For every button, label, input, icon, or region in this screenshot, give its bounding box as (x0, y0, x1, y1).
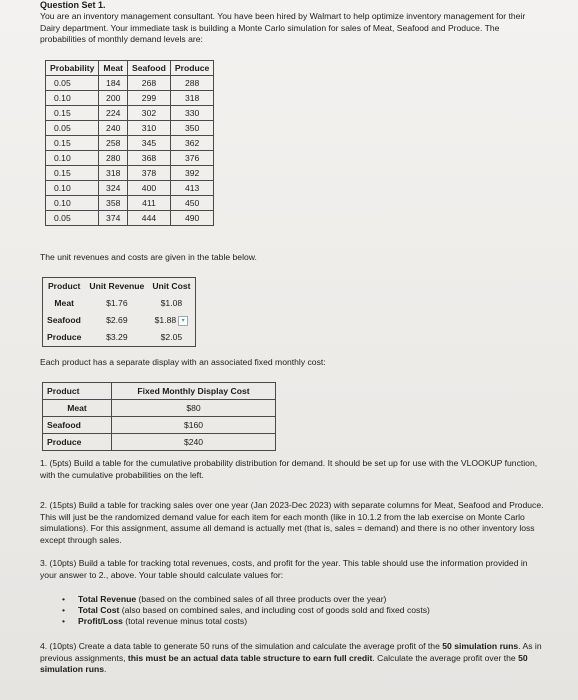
unit-body (43, 295, 196, 347)
demand-cell: 0.05 (46, 121, 99, 136)
demand-cell: 0.05 (46, 76, 99, 91)
demand-cell: 302 (128, 106, 171, 121)
demand-cell: 350 (170, 121, 213, 136)
demand-cell: 374 (99, 211, 128, 226)
demand-cell: 345 (128, 136, 171, 151)
demand-cell: 0.10 (46, 151, 99, 166)
display-body (43, 400, 276, 451)
unit-cell: $1.76 (106, 298, 128, 308)
dropdown-arrow-icon: ▾ (178, 316, 188, 326)
display-cell: $240 (112, 434, 276, 451)
q4-text-g: . (103, 664, 107, 674)
demand-cell: 413 (170, 181, 213, 196)
table-row (46, 166, 214, 181)
demand-probability-table (45, 60, 214, 226)
demand-cell: 318 (170, 91, 213, 106)
unit-header-cell: Unit Revenue (89, 281, 145, 291)
table-row (43, 417, 276, 434)
bullet-text: (based on the combined sales of all three products over the year) (136, 594, 387, 604)
demand-cell: 358 (99, 196, 128, 211)
table-row (43, 312, 196, 329)
demand-cell: 268 (128, 76, 171, 91)
display-cell: Seafood (43, 417, 112, 434)
demand-cell: 0.10 (46, 181, 99, 196)
table-row (43, 329, 196, 347)
demand-header-cell: Produce (170, 61, 213, 76)
question-3: 3. (10pts) Build a table for tracking total revenues, costs, and profit for the year. This table should use the information provided in your answer to 2., above. Your table should calculate values for: (40, 558, 528, 580)
table-row (46, 106, 214, 121)
demand-header-cell: Meat (99, 61, 128, 76)
demand-header-cell: Probability (46, 61, 99, 76)
demand-cell: 376 (170, 151, 213, 166)
table-row (46, 181, 214, 196)
demand-cell: 258 (99, 136, 128, 151)
table-row (43, 400, 276, 417)
demand-cell: 362 (170, 136, 213, 151)
bullet-bold-text: Total Revenue (78, 594, 137, 604)
unit-cell: $1.08 (160, 298, 183, 308)
demand-header-cell: Seafood (128, 61, 171, 76)
unit-cell: Seafood (47, 315, 81, 325)
question-2: 2. (15pts) Build a table for tracking sales over one year (Jan 2023-Dec 2023) with separate columns for Meat, Seafood and Produce. This will just be the randomized demand value for each item for each month (like in 10.1.2 from the lab exercise on Monte Carlo simulations). For this assignment, assume all demand is actually met (that is, sales = demand) and there is no other inventory loss except through sales. (40, 500, 544, 545)
table-row (43, 434, 276, 451)
demand-cell: 324 (99, 181, 128, 196)
intro-paragraph: You are an inventory management consultant. You have been hired by Walmart to help optimize inventory management for their Dairy department. Your immediate task is building a Monte Carlo simulation for sales of Meat, Seafood and Produce. The probabilities of monthly demand levels are: (40, 11, 526, 44)
demand-cell: 450 (170, 196, 213, 211)
unit-table-intro: The unit revenues and costs are given in the table below. (40, 252, 257, 262)
demand-cell: 310 (128, 121, 171, 136)
table-row (46, 136, 214, 151)
q4-text-f: 50 simulation runs (40, 652, 528, 674)
demand-cell: 299 (128, 91, 171, 106)
demand-cell: 280 (99, 151, 128, 166)
demand-cell: 0.05 (46, 211, 99, 226)
demand-cell: 240 (99, 121, 128, 136)
q4-text-d: this must be an actual data table structure to earn full credit (127, 652, 373, 663)
unit-cell: $2.05 (160, 332, 183, 342)
bullet-text: (total revenue minus total costs) (122, 616, 248, 626)
demand-cell: 200 (99, 91, 128, 106)
display-cell: $160 (112, 417, 276, 434)
demand-cell: 288 (170, 76, 213, 91)
demand-cell: 444 (128, 211, 171, 226)
demand-cell: 330 (170, 106, 213, 121)
question-4 (40, 641, 545, 676)
unit-cell: $2.69 (106, 315, 128, 325)
unit-cell: $1.88 ▾ (148, 312, 195, 329)
display-cell: Meat (43, 400, 112, 417)
question-set-heading: Question Set 1. (40, 0, 106, 10)
list-item (62, 605, 430, 616)
display-cell: $80 (112, 400, 276, 417)
demand-cell: 378 (128, 166, 171, 181)
table-row (46, 211, 214, 226)
demand-cell: 392 (170, 166, 213, 181)
demand-cell: 224 (99, 106, 128, 121)
unit-cell: Meat (54, 298, 74, 308)
demand-cell: 490 (170, 211, 213, 226)
display-header-cell: Product (43, 383, 112, 400)
table-row (46, 91, 214, 106)
table-row (46, 121, 214, 136)
unit-revenue-cost-table (42, 277, 196, 347)
table-row (43, 295, 196, 312)
demand-cell: 318 (99, 166, 128, 181)
demand-cell: 184 (99, 76, 128, 91)
question-3-bullets (62, 594, 430, 627)
unit-header-row (43, 278, 196, 296)
demand-cell: 0.10 (46, 196, 99, 211)
demand-body (46, 76, 214, 226)
list-item (62, 594, 430, 605)
demand-cell: 0.15 (46, 166, 99, 181)
display-header-row (43, 383, 276, 400)
demand-cell: 0.15 (46, 136, 99, 151)
q4-text-a: 4. (10pts) Create a data table to generate 50 runs of the simulation and calculate the average profit of the (40, 641, 440, 651)
table-row (46, 76, 214, 91)
q4-text-c: . As in previous assignments, (40, 641, 542, 663)
table-row (46, 196, 214, 211)
display-cell: Produce (43, 434, 112, 451)
demand-cell: 411 (128, 196, 171, 211)
unit-cell: $3.29 (106, 332, 128, 342)
q4-text-b: 50 simulation runs (442, 641, 519, 651)
demand-cell: 0.10 (46, 91, 99, 106)
unit-cell: Produce (47, 332, 82, 342)
demand-cell: 368 (128, 151, 171, 166)
display-cost-table (42, 382, 276, 451)
demand-cell: 0.15 (46, 106, 99, 121)
list-item (62, 616, 430, 627)
unit-header-cell: Unit Cost (152, 281, 191, 291)
q4-text-e: . Calculate the average profit over the (372, 652, 519, 663)
table-row (46, 151, 214, 166)
bullet-text: (also based on combined sales, and including cost of goods sold and fixed costs) (119, 605, 430, 615)
question-1: 1. (5pts) Build a table for the cumulative probability distribution for demand. It should be set up for use with the VLOOKUP function, with the cumulative probabilities on the left. (40, 458, 538, 480)
display-header-cell: Fixed Monthly Display Cost (112, 383, 276, 400)
unit-header-cell: Product (47, 281, 81, 291)
bullet-bold-text: Profit/Loss (78, 616, 123, 626)
display-table-intro: Each product has a separate display with an associated fixed monthly cost: (40, 357, 326, 367)
bullet-bold-text: Total Cost (78, 605, 120, 615)
demand-header-row (46, 61, 214, 76)
demand-cell: 400 (128, 181, 171, 196)
